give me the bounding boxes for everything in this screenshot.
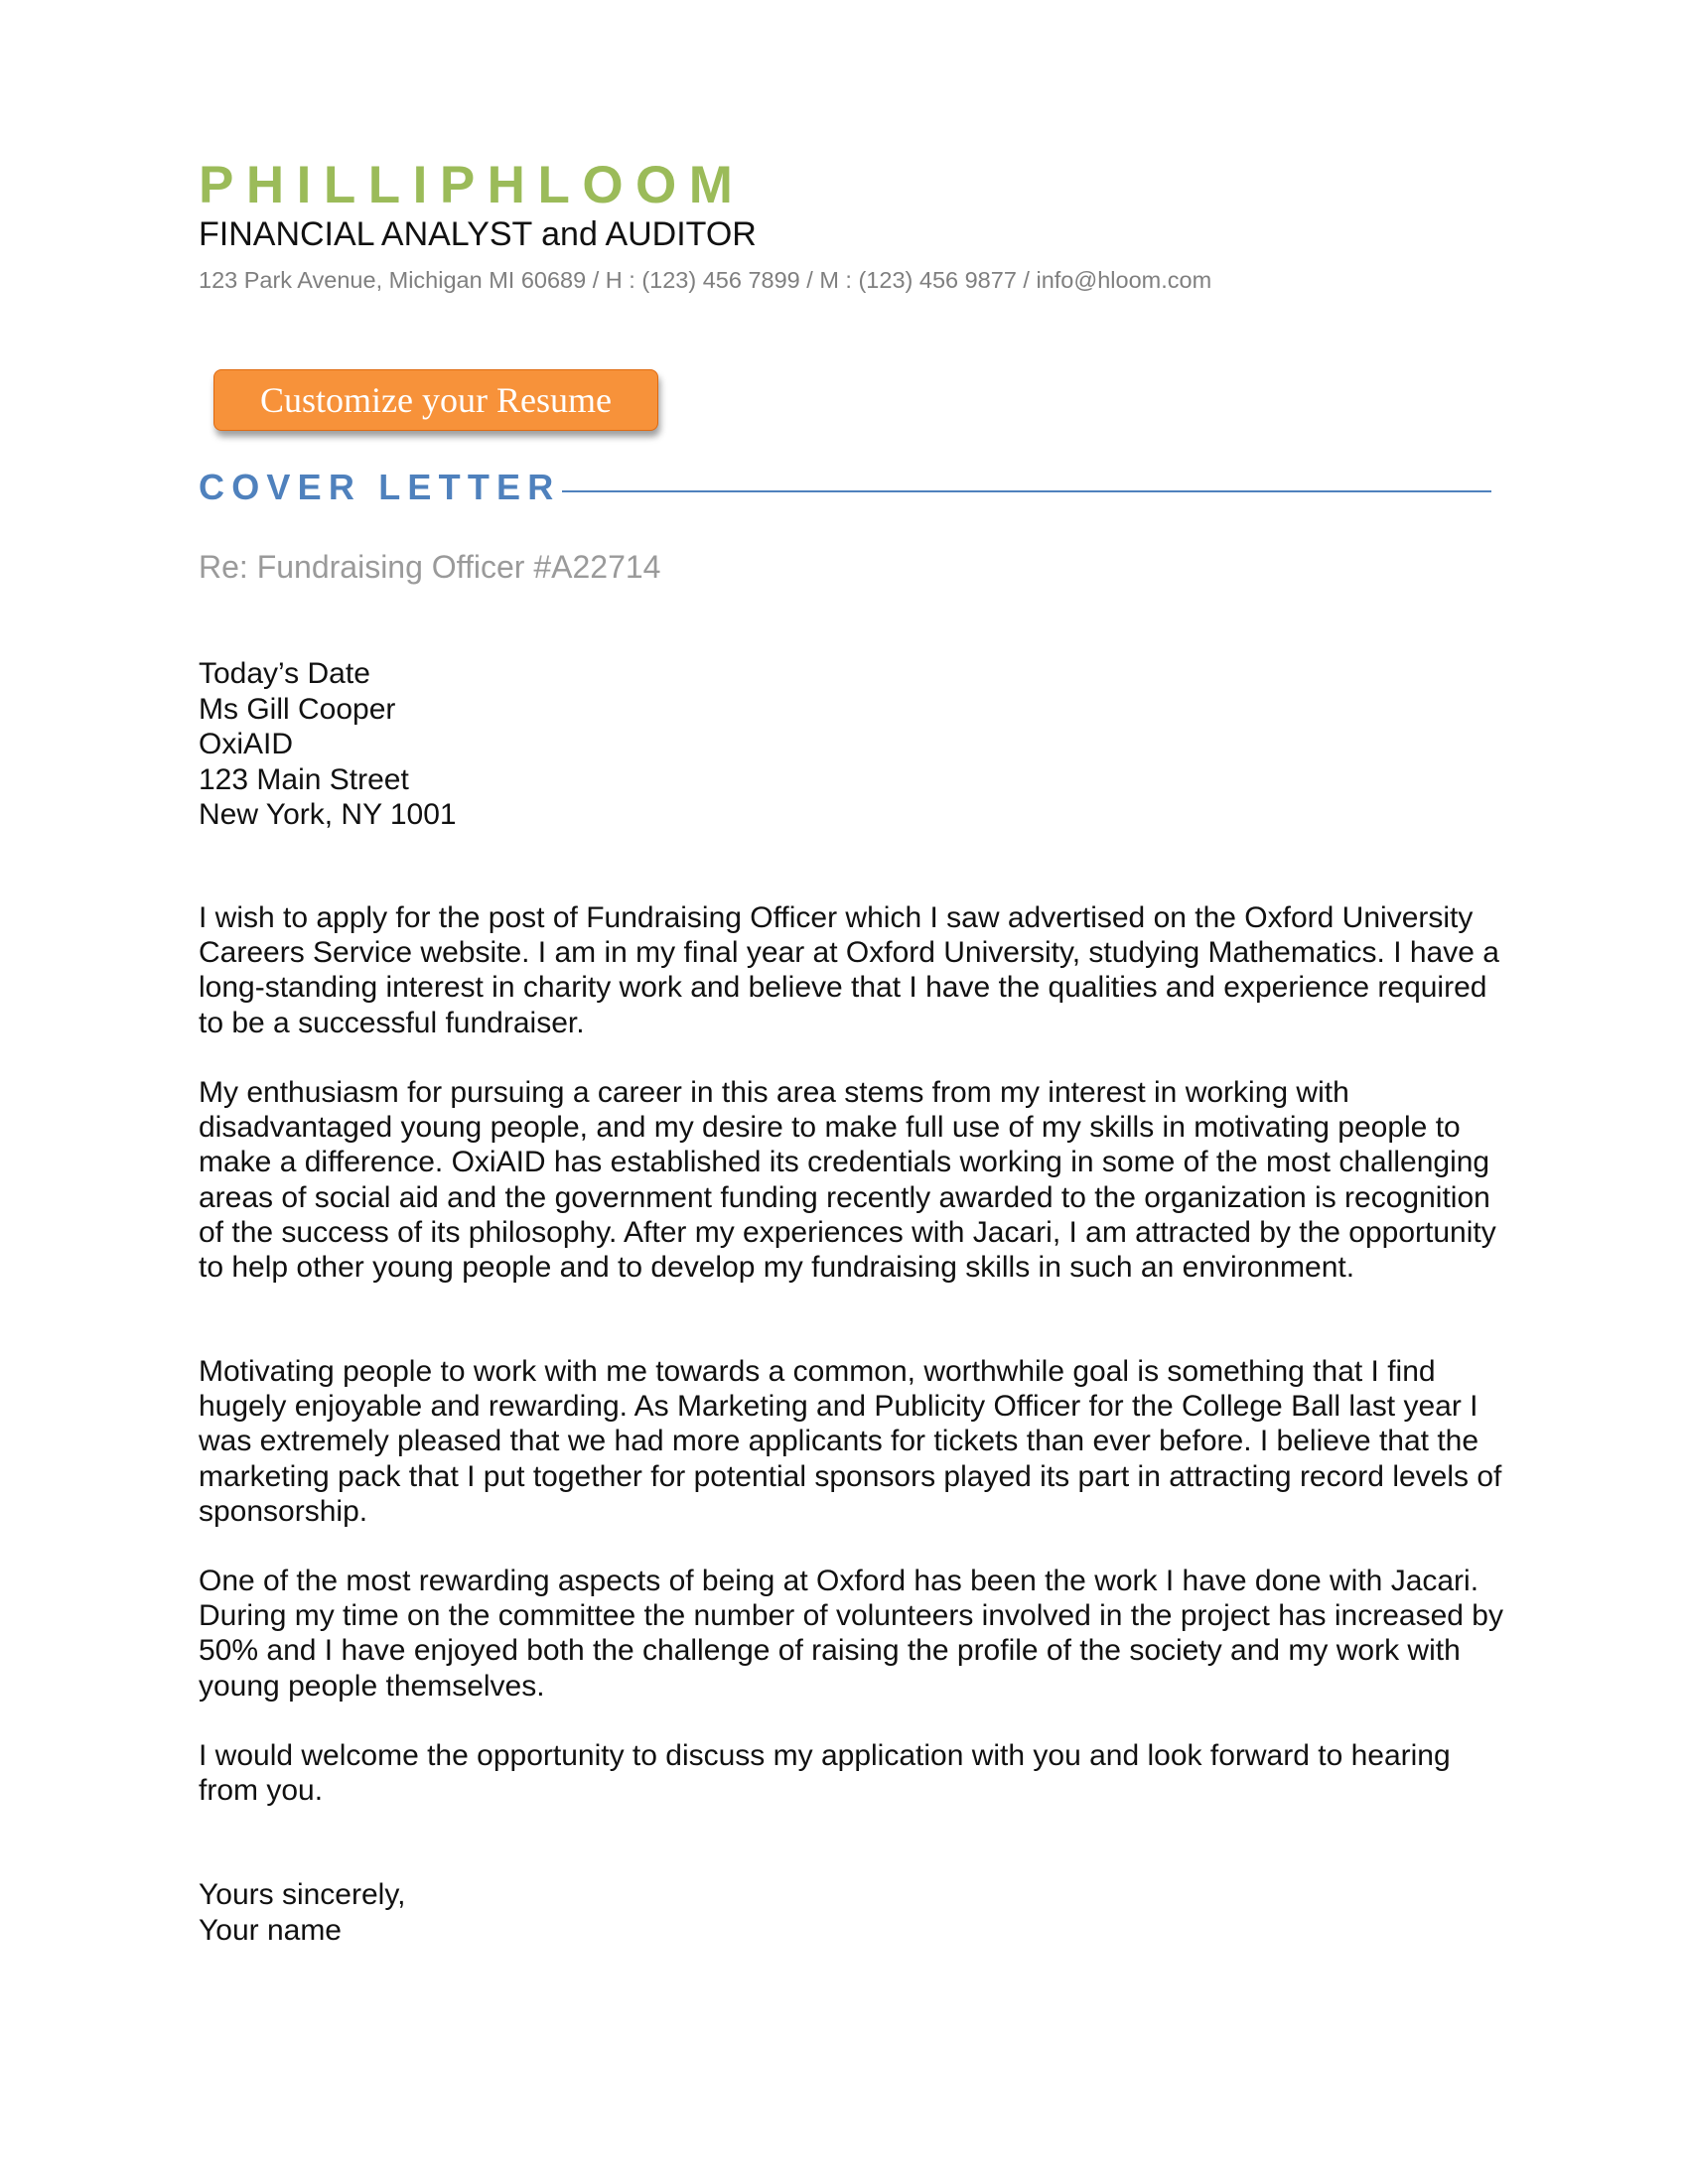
body-paragraph: One of the most rewarding aspects of being at Oxford has been the work I have done with Jacari. During my time on the committee the number of volunteers involved in the project has increased by 50% and I have enjoyed both the challenge of raising the profile of the society and my work with young people themselves. bbox=[199, 1565, 1503, 1703]
signature-name: Your name bbox=[199, 1913, 342, 1947]
closing-salutation: Yours sincerely, bbox=[199, 1878, 406, 1911]
body-paragraph: I would welcome the opportunity to discuss my application with you and look forward to hearing from you. bbox=[199, 1739, 1451, 1808]
applicant-name: PHILLIPHLOOM bbox=[199, 156, 746, 214]
job-title: FINANCIAL ANALYST and AUDITOR bbox=[199, 215, 757, 253]
recipient-street: 123 Main Street bbox=[199, 762, 409, 796]
section-header bbox=[199, 466, 1491, 509]
letter-date: Today’s Date bbox=[199, 657, 370, 690]
section-heading: COVER LETTER bbox=[199, 467, 561, 507]
closing-block bbox=[199, 1877, 405, 1948]
recipient-block bbox=[199, 656, 457, 833]
body-paragraph: My enthusiasm for pursuing a career in this area stems from my interest in working with disadvantaged young people, and my desire to make full use of my skills in motivating people to make a difference. OxiAID has established its credentials working in some of the most challenging areas of social aid and the government funding recently awarded to the organization is recognition of the success of its philosophy. After my experiences with Jacari, I am attracted by the opportunity to help other young people and to develop my fundraising skills in such an environment. bbox=[199, 1076, 1496, 1285]
section-divider bbox=[562, 490, 1491, 492]
contact-details: 123 Park Avenue, Michigan MI 60689 / H : (123) 456 7899 / M : (123) 456 9877 / info@hloom.com bbox=[199, 267, 1212, 293]
body-paragraph: Motivating people to work with me towards a common, worthwhile goal is something that I find hugely enjoyable and rewarding. As Marketing and Publicity Officer for the College Ball last year I was extremely pleased that we had more applicants for tickets than ever before. I believe that the marketing pack that I put together for potential sponsors played its part in attracting record levels of sponsorship. bbox=[199, 1355, 1502, 1528]
recipient-city: New York, NY 1001 bbox=[199, 798, 457, 831]
recipient-company: OxiAID bbox=[199, 728, 294, 760]
recipient-name: Ms Gill Cooper bbox=[199, 692, 396, 726]
reference-line: Re: Fundraising Officer #A22714 bbox=[199, 549, 661, 585]
body-paragraph: I wish to apply for the post of Fundraising Officer which I saw advertised on the Oxford University Careers Service website. I am in my final year at Oxford University, studying Mathematics. I have a long-standing interest in charity work and believe that I have the qualities and experience required to be a successful fundraiser. bbox=[199, 901, 1499, 1039]
customize-resume-button[interactable]: Customize your Resume bbox=[213, 369, 658, 431]
